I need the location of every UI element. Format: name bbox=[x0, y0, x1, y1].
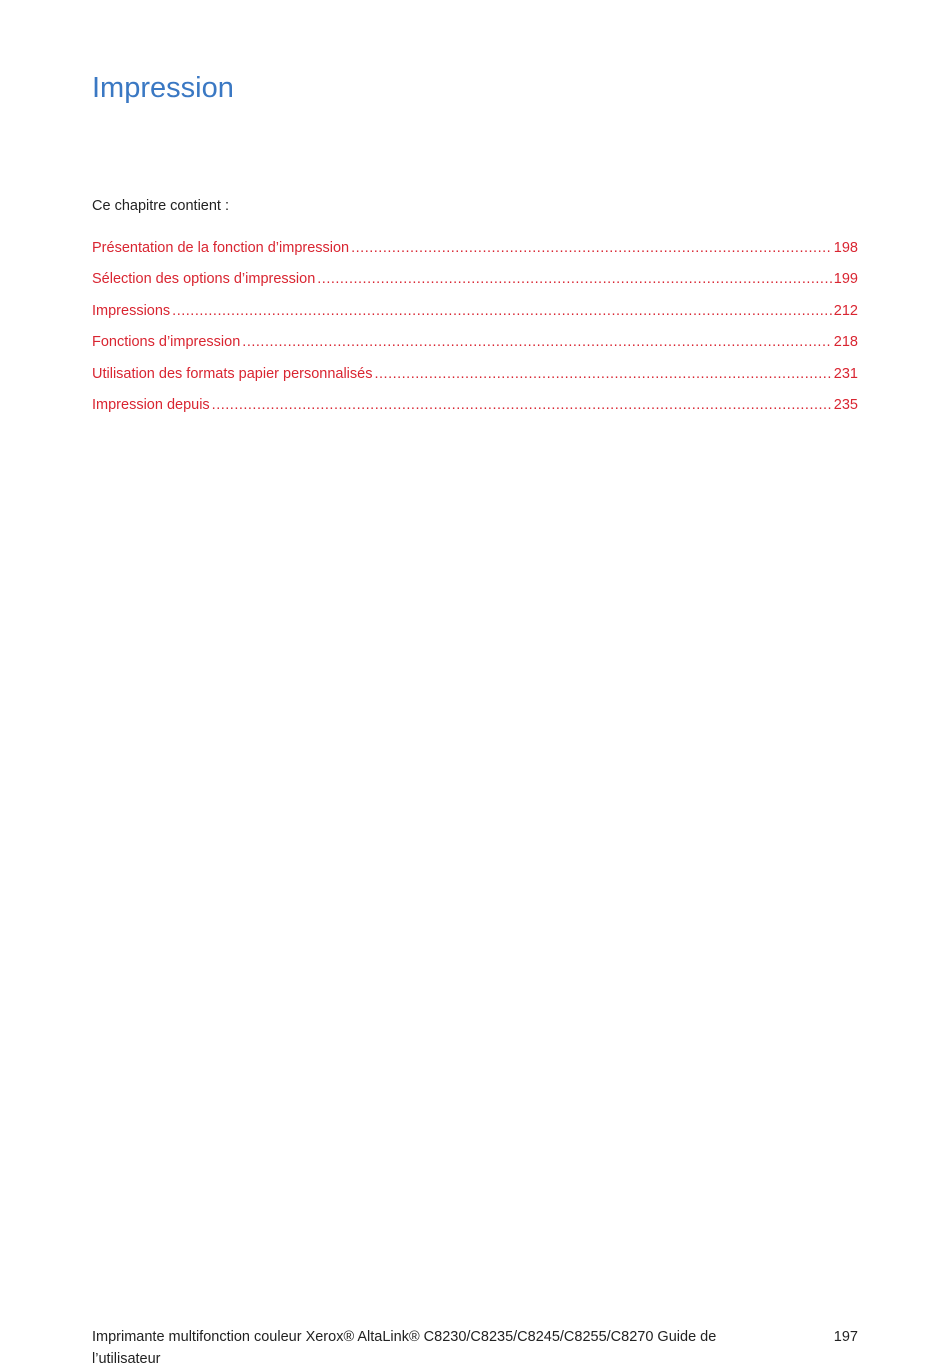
toc-entry-page: 212 bbox=[833, 302, 858, 319]
toc-entry-label: Impressions bbox=[92, 302, 171, 319]
toc-dot-leader bbox=[351, 238, 832, 258]
toc-dot-leader bbox=[317, 269, 832, 289]
toc-entry-label: Présentation de la fonction d’impression bbox=[92, 240, 350, 256]
toc-dot-leader bbox=[242, 332, 832, 352]
chapter-title: Impression bbox=[92, 72, 234, 104]
toc-entry-page: 235 bbox=[833, 396, 858, 413]
toc-entry-label: Sélection des options d’impression bbox=[92, 271, 316, 288]
toc-dot-leader bbox=[212, 395, 832, 415]
toc-entry-label: Fonctions d’impression bbox=[92, 334, 241, 351]
toc-dot-leader bbox=[374, 364, 831, 384]
toc-dot-leader bbox=[172, 301, 832, 321]
page-footer bbox=[92, 1326, 858, 1370]
toc-entry-label: Impression depuis bbox=[92, 396, 210, 413]
toc-entry-page: 231 bbox=[833, 365, 858, 382]
footer-document-title: Imprimante multifonction couleur Xerox® AltaLink® C8230/C8235/C8245/C8255/C8270 Guide de l’utilisateur bbox=[92, 1329, 717, 1367]
toc-entry-presentation[interactable] bbox=[92, 238, 858, 269]
toc-entry-formats-personnalises[interactable] bbox=[92, 364, 858, 395]
toc-entry-impressions[interactable] bbox=[92, 301, 858, 332]
toc-entry-label: Utilisation des formats papier personnalisés bbox=[92, 365, 373, 382]
toc-entry-selection-options[interactable] bbox=[92, 269, 858, 300]
toc-entry-impression-depuis[interactable] bbox=[92, 395, 858, 426]
toc-entry-page: 199 bbox=[833, 271, 858, 288]
chapter-intro: Ce chapitre contient : bbox=[92, 198, 230, 214]
table-of-contents bbox=[92, 238, 858, 426]
toc-entry-page: 198 bbox=[833, 240, 858, 256]
toc-entry-page: 218 bbox=[833, 334, 858, 351]
toc-entry-fonctions[interactable] bbox=[92, 332, 858, 363]
footer-page-number: 197 bbox=[833, 1329, 858, 1345]
